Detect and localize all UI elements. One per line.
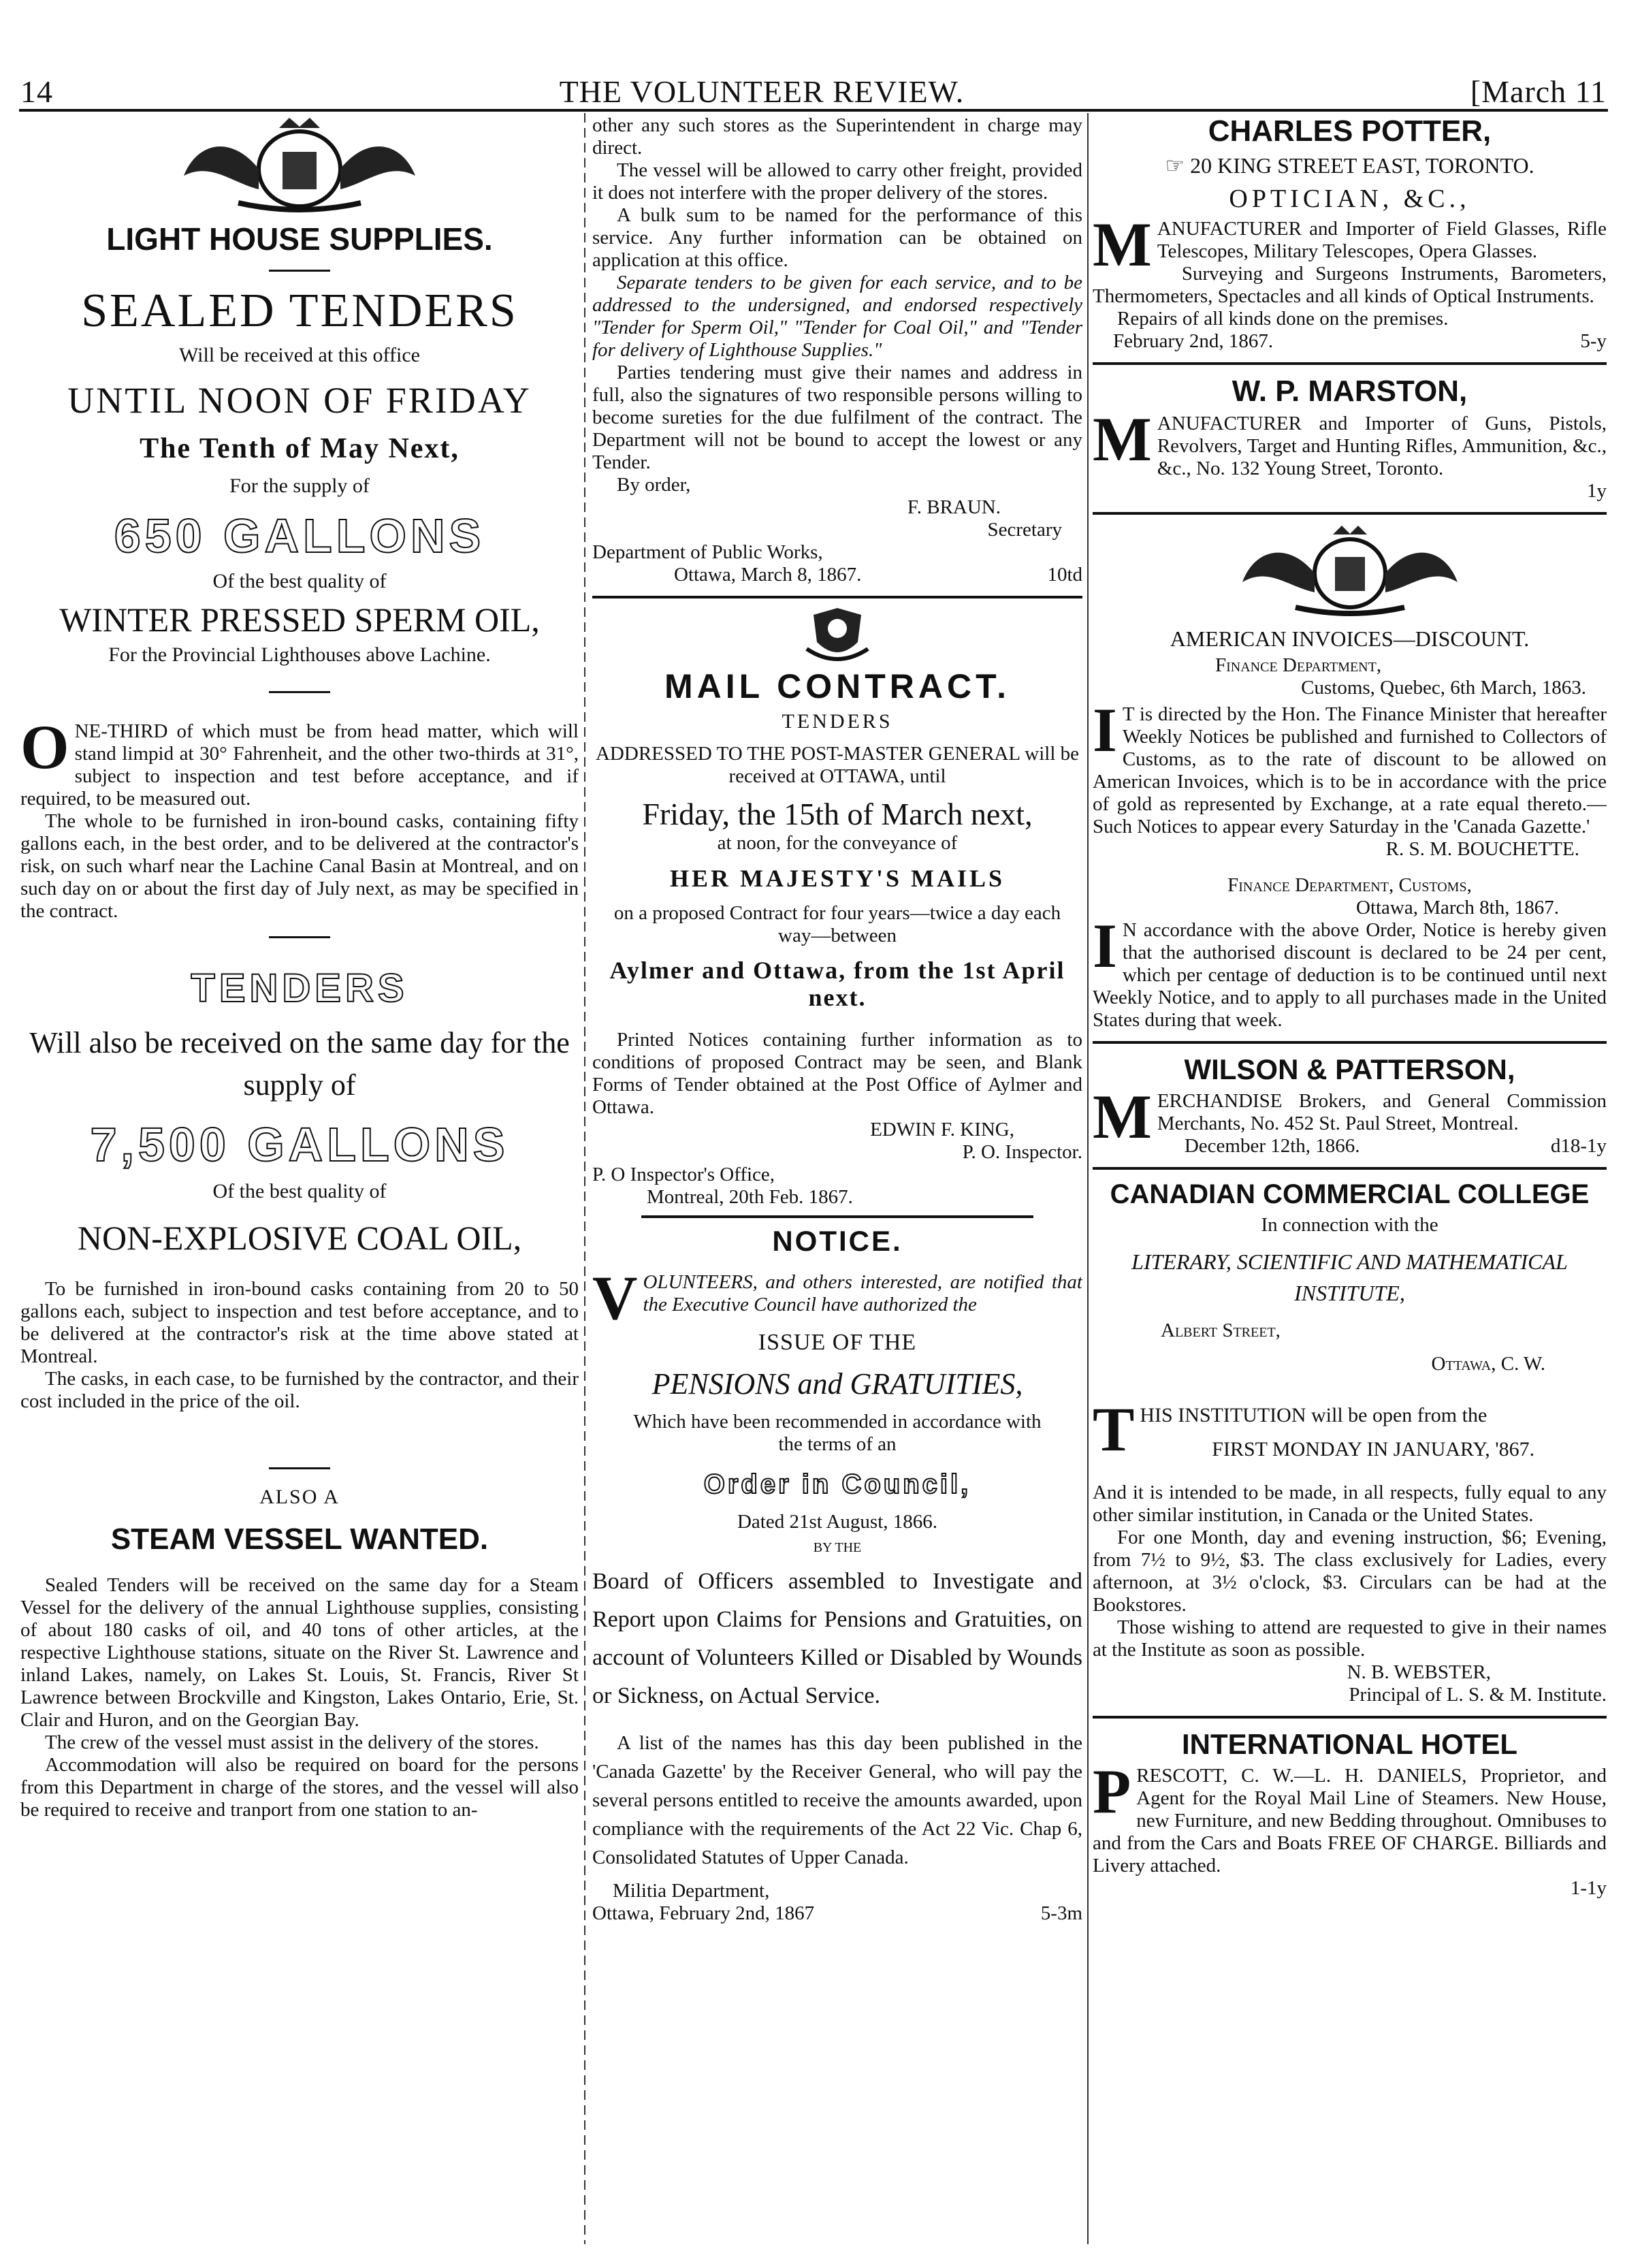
dated-august: Dated 21st August, 1866.: [737, 1511, 938, 1533]
first-monday: FIRST MONDAY IN JANUARY, '867.: [1212, 1438, 1535, 1460]
dateline-ottawa: Ottawa, March 8, 1867. 10td: [674, 564, 1082, 586]
intended-text: And it is intended to be made, in all respects, fully equal to any other similar institution, in Canada or the United States.: [1093, 1482, 1607, 1526]
potter-manufacturer: MANUFACTURER and Importer of Field Glasses, Rifle Telescopes, Military Telescopes, Opera Glasses.: [1093, 210, 1607, 279]
noon-text: at noon, for the conveyance of: [717, 832, 958, 854]
paragraph-one-third: ONE-THIRD of which must be from head matter, which will stand limpid at 30° Fahrenheit, and the other two-thirds at 31°, subject to inspection and test before acceptance, and if required, to be measured out.: [20, 712, 579, 810]
drop-cap: I: [1093, 695, 1117, 765]
tuition-text: For one Month, day and evening instruction, $6; Evening, from 7½ to 9½, $3. The class exclusively for Ladies, every afternoon, at 3½ o'clock, $3. Circulars can be had at the Bookstores.: [1093, 1527, 1607, 1616]
signature-webster: N. B. WEBSTER,: [1347, 1661, 1491, 1683]
reference-code: 1-1y: [1570, 1877, 1607, 1899]
pensions-gratuities: PENSIONS and GRATUITIES,: [651, 1367, 1023, 1401]
royal-arms-ornament-icon: [170, 114, 429, 217]
reference-code: d18-1y: [1550, 1135, 1607, 1157]
drop-cap: I: [1093, 911, 1117, 980]
optician-heading: OPTICIAN, &C.,: [1229, 185, 1470, 213]
marston-heading: W. P. MARSTON,: [1232, 374, 1468, 408]
section-rule: [1093, 512, 1607, 515]
addressed-text: ADDRESSED TO THE POST-MASTER GENERAL will be received at OTTAWA, until: [595, 743, 1080, 787]
finance-department: Finance Department,: [1215, 654, 1382, 676]
albert-street: Albert Street,: [1161, 1320, 1281, 1341]
signature-braun: F. BRAUN.: [907, 496, 1001, 518]
her-majestys-mails: HER MAJESTY'S MAILS: [669, 865, 1005, 892]
column-2: [592, 114, 1082, 1925]
separator: [269, 936, 330, 938]
finance-notice: I T is directed by the Hon. The Finance Minister that hereafter Weekly Notices be published and furnished to Collectors of Customs, as to the rate of discount to be allowed on American Invoices, which is to be in accordance with the price of gold as represented by Exchange, at a rate equal thereto.—Such Notices to appear every Saturday in the 'Canada Gazette.': [1093, 695, 1607, 837]
drop-cap: M: [1093, 210, 1152, 279]
american-invoices-heading: AMERICAN INVOICES—DISCOUNT.: [1170, 626, 1530, 651]
wilson-patterson-heading: WILSON & PATTERSON,: [1184, 1053, 1515, 1085]
wilson-dateline: December 12th, 1866. d18-1y: [1184, 1135, 1607, 1157]
by-order: By order,: [617, 474, 691, 496]
friday-date: Friday, the 15th of March next,: [642, 797, 1033, 831]
paragraph-accommodation: Accommodation will also be required on board for the persons from this Department in charge of the stores, and the vessel will also be required to receive and tranport from one station to an-: [20, 1754, 579, 1821]
header-rule: [19, 109, 1608, 112]
drop-cap: T: [1093, 1394, 1135, 1464]
issue-of-the: ISSUE OF THE: [758, 1330, 917, 1355]
dateline-montreal: Montreal, 20th Feb. 1867.: [647, 1186, 853, 1208]
quality-note: Of the best quality of: [212, 570, 387, 592]
dept-public-works: Department of Public Works,: [592, 541, 823, 563]
also-a: ALSO A: [259, 1486, 340, 1508]
which-recommended: Which have been recommended in accordance with the terms of an: [633, 1411, 1042, 1455]
notice-heading: NOTICE.: [772, 1225, 903, 1257]
column-divider-1: [584, 113, 585, 2244]
issue-date: [March 11: [1470, 74, 1607, 109]
marston-text: MANUFACTURER and Importer of Guns, Pistols, Revolvers, Target and Hunting Rifles, Ammunition, &c., &c., No. 132 Young Street, Toronto.: [1093, 404, 1607, 479]
royal-arms-ornament-icon: [1234, 524, 1466, 620]
section-rule: [1093, 362, 1607, 365]
page-header: [20, 74, 1607, 109]
paragraph-crew: The crew of the vessel must assist in the delivery of the stores.: [45, 1731, 539, 1753]
section-rule: [1093, 1167, 1607, 1170]
literary-institute: LITERARY, SCIENTIFIC AND MATHEMATICAL INSTITUTE,: [1131, 1249, 1568, 1305]
gallons-7500: 7,500 GALLONS: [90, 1118, 509, 1171]
tenth-of-may: The Tenth of May Next,: [140, 433, 460, 464]
institution-notice: THIS INSTITUTION will be open from the: [1093, 1394, 1487, 1464]
potter-repairs: Repairs of all kinds done on the premises.: [1117, 308, 1449, 330]
potter-surveying: Surveying and Surgeons Instruments, Barometers, Thermometers, Spectacles and all kinds of Optical Instruments.: [1093, 263, 1607, 307]
pointing-hand-address: ☞ 20 KING STREET EAST, TORONTO.: [1165, 153, 1534, 178]
tenders-subheading: TENDERS: [782, 710, 893, 733]
section-rule: [1093, 1716, 1607, 1719]
reference-code: 5-y: [1580, 330, 1607, 352]
drop-cap: M: [1093, 1082, 1152, 1151]
attend-text: Those wishing to attend are requested to give in their names at the Institute as soon as possible.: [1093, 1616, 1607, 1661]
also-received: Will also be received on the same day for the supply of: [29, 1026, 570, 1102]
supply-note: For the supply of: [229, 475, 370, 497]
drop-cap: O: [20, 712, 69, 782]
commercial-college-heading: CANADIAN COMMERCIAL COLLEGE: [1110, 1179, 1590, 1209]
drop-cap: V: [592, 1263, 638, 1332]
international-hotel-heading: INTERNATIONAL HOTEL: [1181, 1728, 1518, 1760]
volunteers-notice: VOLUNTEERS, and others interested, are notified that the Executive Council have authorized the: [592, 1263, 1082, 1332]
paragraph-casks: The whole to be furnished in iron-bound casks, containing fifty gallons each, in the best order, and to be delivered at the contractor's risk, on such wharf near the Lachine Canal Basin at Montreal, and on such day on or about the first day of July next, as may be specified in the contract.: [20, 810, 579, 922]
column-divider-2: [1087, 113, 1089, 2244]
heading-lighthouse-supplies: LIGHT HOUSE SUPPLIES.: [106, 221, 493, 257]
list-of-names: A list of the names has this day been published in the 'Canada Gazette' by the Receiver General, who will pay the several persons entitled to receive the amounts awarded, upon compliance with the requirements of the Act 22 Vic. Chap 6, Consolidated Statutes of Upper Canada.: [592, 1732, 1082, 1868]
secretary-title: Secretary: [987, 519, 1062, 541]
in-connection: In connection with the: [1261, 1214, 1438, 1236]
po-inspector: P. O. Inspector.: [962, 1141, 1082, 1163]
non-explosive-coal-oil: NON-EXPLOSIVE COAL OIL,: [77, 1219, 522, 1257]
drop-cap: P: [1093, 1757, 1131, 1826]
merchandise-text: MERCHANDISE Brokers, and General Commission Merchants, No. 452 St. Paul Street, Montreal.: [1093, 1082, 1607, 1151]
ottawa-cw: Ottawa, C. W.: [1431, 1353, 1545, 1375]
column-3: [1093, 114, 1607, 1900]
reference-code: 10td: [1047, 564, 1082, 586]
signature-king: EDWIN F. KING,: [870, 1119, 1014, 1140]
ottawa-march-8: Ottawa, March 8th, 1867.: [1356, 897, 1559, 919]
reference-code: 5-3m: [1040, 1902, 1082, 1924]
paragraph-parties: Parties tendering must give their names and address in full, also the signatures of two responsible persons willing to become sureties for the due fulfilment of the contract. The Department will not be bound to accept the lowest or any Tender.: [592, 362, 1082, 473]
paragraph-freight: The vessel will be allowed to carry other freight, provided it does not interfere with the proper delivery of the stores.: [592, 159, 1082, 204]
dateline-february: Ottawa, February 2nd, 1867 5-3m: [592, 1902, 1082, 1924]
publication-title: THE VOLUNTEER REVIEW.: [559, 74, 965, 109]
separator: [269, 270, 330, 272]
sealed-tenders: SEALED TENDERS: [81, 285, 518, 337]
paragraph-coal-casks: To be furnished in iron-bound casks containing from 20 to 50 gallons each, subject to inspection and test before acceptance, and to be delivered at the contractor's risk at the time above stated at Montreal.: [20, 1278, 579, 1367]
drop-cap: M: [1093, 404, 1152, 474]
paragraph-cost: The casks, in each case, to be furnished by the contractor, and their cost included in the price of the oil.: [20, 1368, 579, 1412]
reference-code: 1y: [1587, 480, 1607, 502]
board-of-officers: Board of Officers assembled to Investigate and Report upon Claims for Pensions and Gratuities, on account of Volunteers Killed or Disabled by Wounds or Sickness, on Actual Service.: [592, 1569, 1082, 1708]
quality-note-2: Of the best quality of: [212, 1180, 387, 1202]
hotel-text: PRESCOTT, C. W.—L. H. DANIELS, Proprietor, and Agent for the Royal Mail Line of Steamers. New House, new Furniture, and new Bedding throughout. Omnibuses to and from the Cars and Boats FREE OF CHARGE. Billiards and Livery attached.: [1093, 1757, 1607, 1876]
paragraph-bulk-sum: A bulk sum to be named for the performance of this service. Any further information can be obtained on application at this office.: [592, 204, 1082, 271]
page-number: 14: [20, 74, 53, 109]
militia-department: Militia Department,: [613, 1880, 770, 1902]
pointing-hand-icon: ☞: [1165, 153, 1191, 178]
winter-pressed-sperm-oil: WINTER PRESSED SPERM OIL,: [59, 601, 540, 639]
crest-ornament-icon: [800, 608, 875, 662]
until-noon: UNTIL NOON OF FRIDAY: [67, 380, 532, 421]
section-rule: [641, 1215, 1033, 1218]
received-note: Will be received at this office: [179, 344, 420, 366]
paragraph-continued: other any such stores as the Superintendent in charge may direct.: [592, 114, 1082, 159]
separator: [269, 1467, 330, 1469]
customs-quebec: Customs, Quebec, 6th March, 1863.: [1301, 677, 1586, 699]
po-inspector-office: P. O Inspector's Office,: [592, 1164, 775, 1185]
discount-notice: I N accordance with the above Order, Notice is hereby given that the authorised discount is declared to be 24 per cent, which per centage of deduction is to be continued until next Weekly Notice, and to apply to all purchases made in the United States during that week.: [1093, 911, 1607, 1031]
signature-bouchette: R. S. M. BOUCHETTE.: [1385, 838, 1579, 860]
paragraph-steam-vessel: Sealed Tenders will be received on the same day for a Steam Vessel for the delivery of the annual Lighthouse supplies, consisting of about 180 casks of oil, and 40 tons of other articles, at the respective Lighthouse stations, situate on the River St. Lawrence and inland Lakes, namely, on Lakes St. Louis, St. Francis, River St Lawrence between Brockville and Kingston, Lakes Ontario, Erie, St. Clair and Huron, and on the Georgian Bay.: [20, 1574, 579, 1731]
mail-contract-heading: MAIL CONTRACT.: [664, 667, 1011, 705]
principal-title: Principal of L. S. & M. Institute.: [1349, 1684, 1607, 1706]
by-the: BY THE: [813, 1540, 862, 1555]
charles-potter-heading: CHARLES POTTER,: [1208, 114, 1492, 148]
order-in-council: Order in Council,: [703, 1469, 971, 1499]
tenders-heading: TENDERS: [191, 966, 408, 1010]
separator: [269, 691, 330, 693]
column-1: [20, 114, 579, 1821]
section-rule: [592, 596, 1082, 598]
provincial-lighthouses: For the Provincial Lighthouses above Lachine.: [108, 643, 491, 666]
paragraph-separate-tenders: Separate tenders to be given for each service, and to be addressed to the undersigned, and endorsed respectively "Tender for Sperm Oil," "Tender for Coal Oil," and "Tender for delivery of Lighthouse Supplies.": [592, 272, 1082, 361]
section-rule: [1093, 1041, 1607, 1044]
gallons-650: 650 GALLONS: [114, 509, 485, 562]
steam-vessel-wanted: STEAM VESSEL WANTED.: [110, 1522, 489, 1556]
potter-dateline: February 2nd, 1867. 5-y: [1113, 330, 1607, 352]
aylmer-ottawa: Aylmer and Ottawa, from the 1st April next.: [609, 957, 1065, 1011]
printed-notices: Printed Notices containing further information as to conditions of proposed Contract may be seen, and Blank Forms of Tender obtained at the Post Office of Aylmer and Ottawa.: [592, 1029, 1082, 1118]
proposed-contract: on a proposed Contract for four years—twice a day each way—between: [613, 902, 1061, 946]
finance-customs: Finance Department, Customs,: [1227, 874, 1472, 896]
